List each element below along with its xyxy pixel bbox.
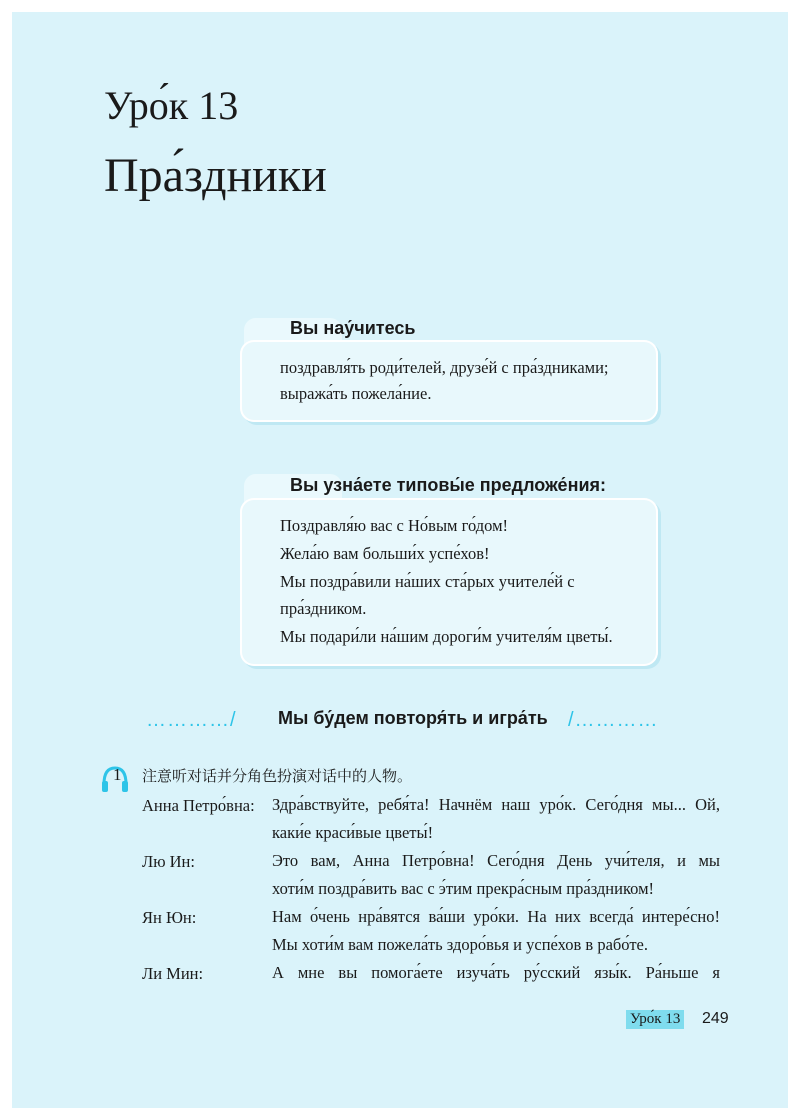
learn-item: поздравля́ть роди́телей, друзе́й с пра́здниками; (280, 358, 609, 377)
exercise-instruction: 注意听对话并分角色扮演对话中的人物。 (142, 767, 413, 785)
phrase-item: Жела́ю вам больши́х успе́хов! (280, 544, 490, 563)
phrases-box-title: Вы узна́ете типовы́е предложе́ния: (290, 475, 607, 495)
dialogue-line: Это вам, Анна Петро́вна! Сего́дня День учи́теля, и мы (272, 851, 720, 870)
speaker-name: Анна Петро́вна: (142, 796, 255, 815)
exercise-number: 1 (113, 765, 122, 784)
dialogue-line: хоти́м поздра́вить вас с э́тим прекра́сным пра́здником! (272, 879, 655, 898)
page-number: 249 (702, 1010, 729, 1027)
speaker-name: Лю Ин: (142, 852, 195, 871)
section-dots-left: …………/ (146, 709, 237, 731)
phrase-item: пра́здником. (280, 599, 367, 618)
learn-item: выража́ть пожела́ние. (280, 384, 432, 403)
speaker-name: Ли Мин: (142, 964, 204, 983)
section-dots-right: /………… (568, 709, 659, 731)
phrase-item: Мы поздра́вили на́ших ста́рых учителе́й с (280, 572, 575, 591)
lesson-title: Пра́здники (104, 149, 327, 202)
dialogue-line: Здра́вствуйте, ребя́та! Начнём наш уро́к. Сего́дня мы... Ой, (272, 795, 720, 814)
phrase-item: Поздравля́ю вас с Но́вым го́дом! (280, 516, 509, 535)
lesson-number: Уро́к 13 (104, 83, 239, 128)
section-title: Мы бу́дем повторя́ть и игра́ть (278, 708, 548, 728)
speaker-name: Ян Юн: (142, 908, 197, 927)
dialogue-line: каки́е краси́вые цветы́! (272, 823, 434, 842)
dialogue-line: Нам о́чень нра́вятся ва́ши уро́ки. На них всегда́ интере́сно! (272, 907, 720, 926)
dialogue-line: А мне вы помога́ете изуча́ть ру́сский язы́к. Ра́ньше я (272, 963, 720, 982)
learn-box-title: Вы нау́читесь (290, 318, 416, 338)
dialogue-line: Мы хоти́м вам пожела́ть здоро́вья и успе́хов в рабо́те. (272, 935, 648, 954)
phrase-item: Мы подари́ли на́шим дороги́м учителя́м цветы́. (280, 627, 613, 646)
footer-lesson-label: Уро́к 13 (626, 1010, 684, 1029)
